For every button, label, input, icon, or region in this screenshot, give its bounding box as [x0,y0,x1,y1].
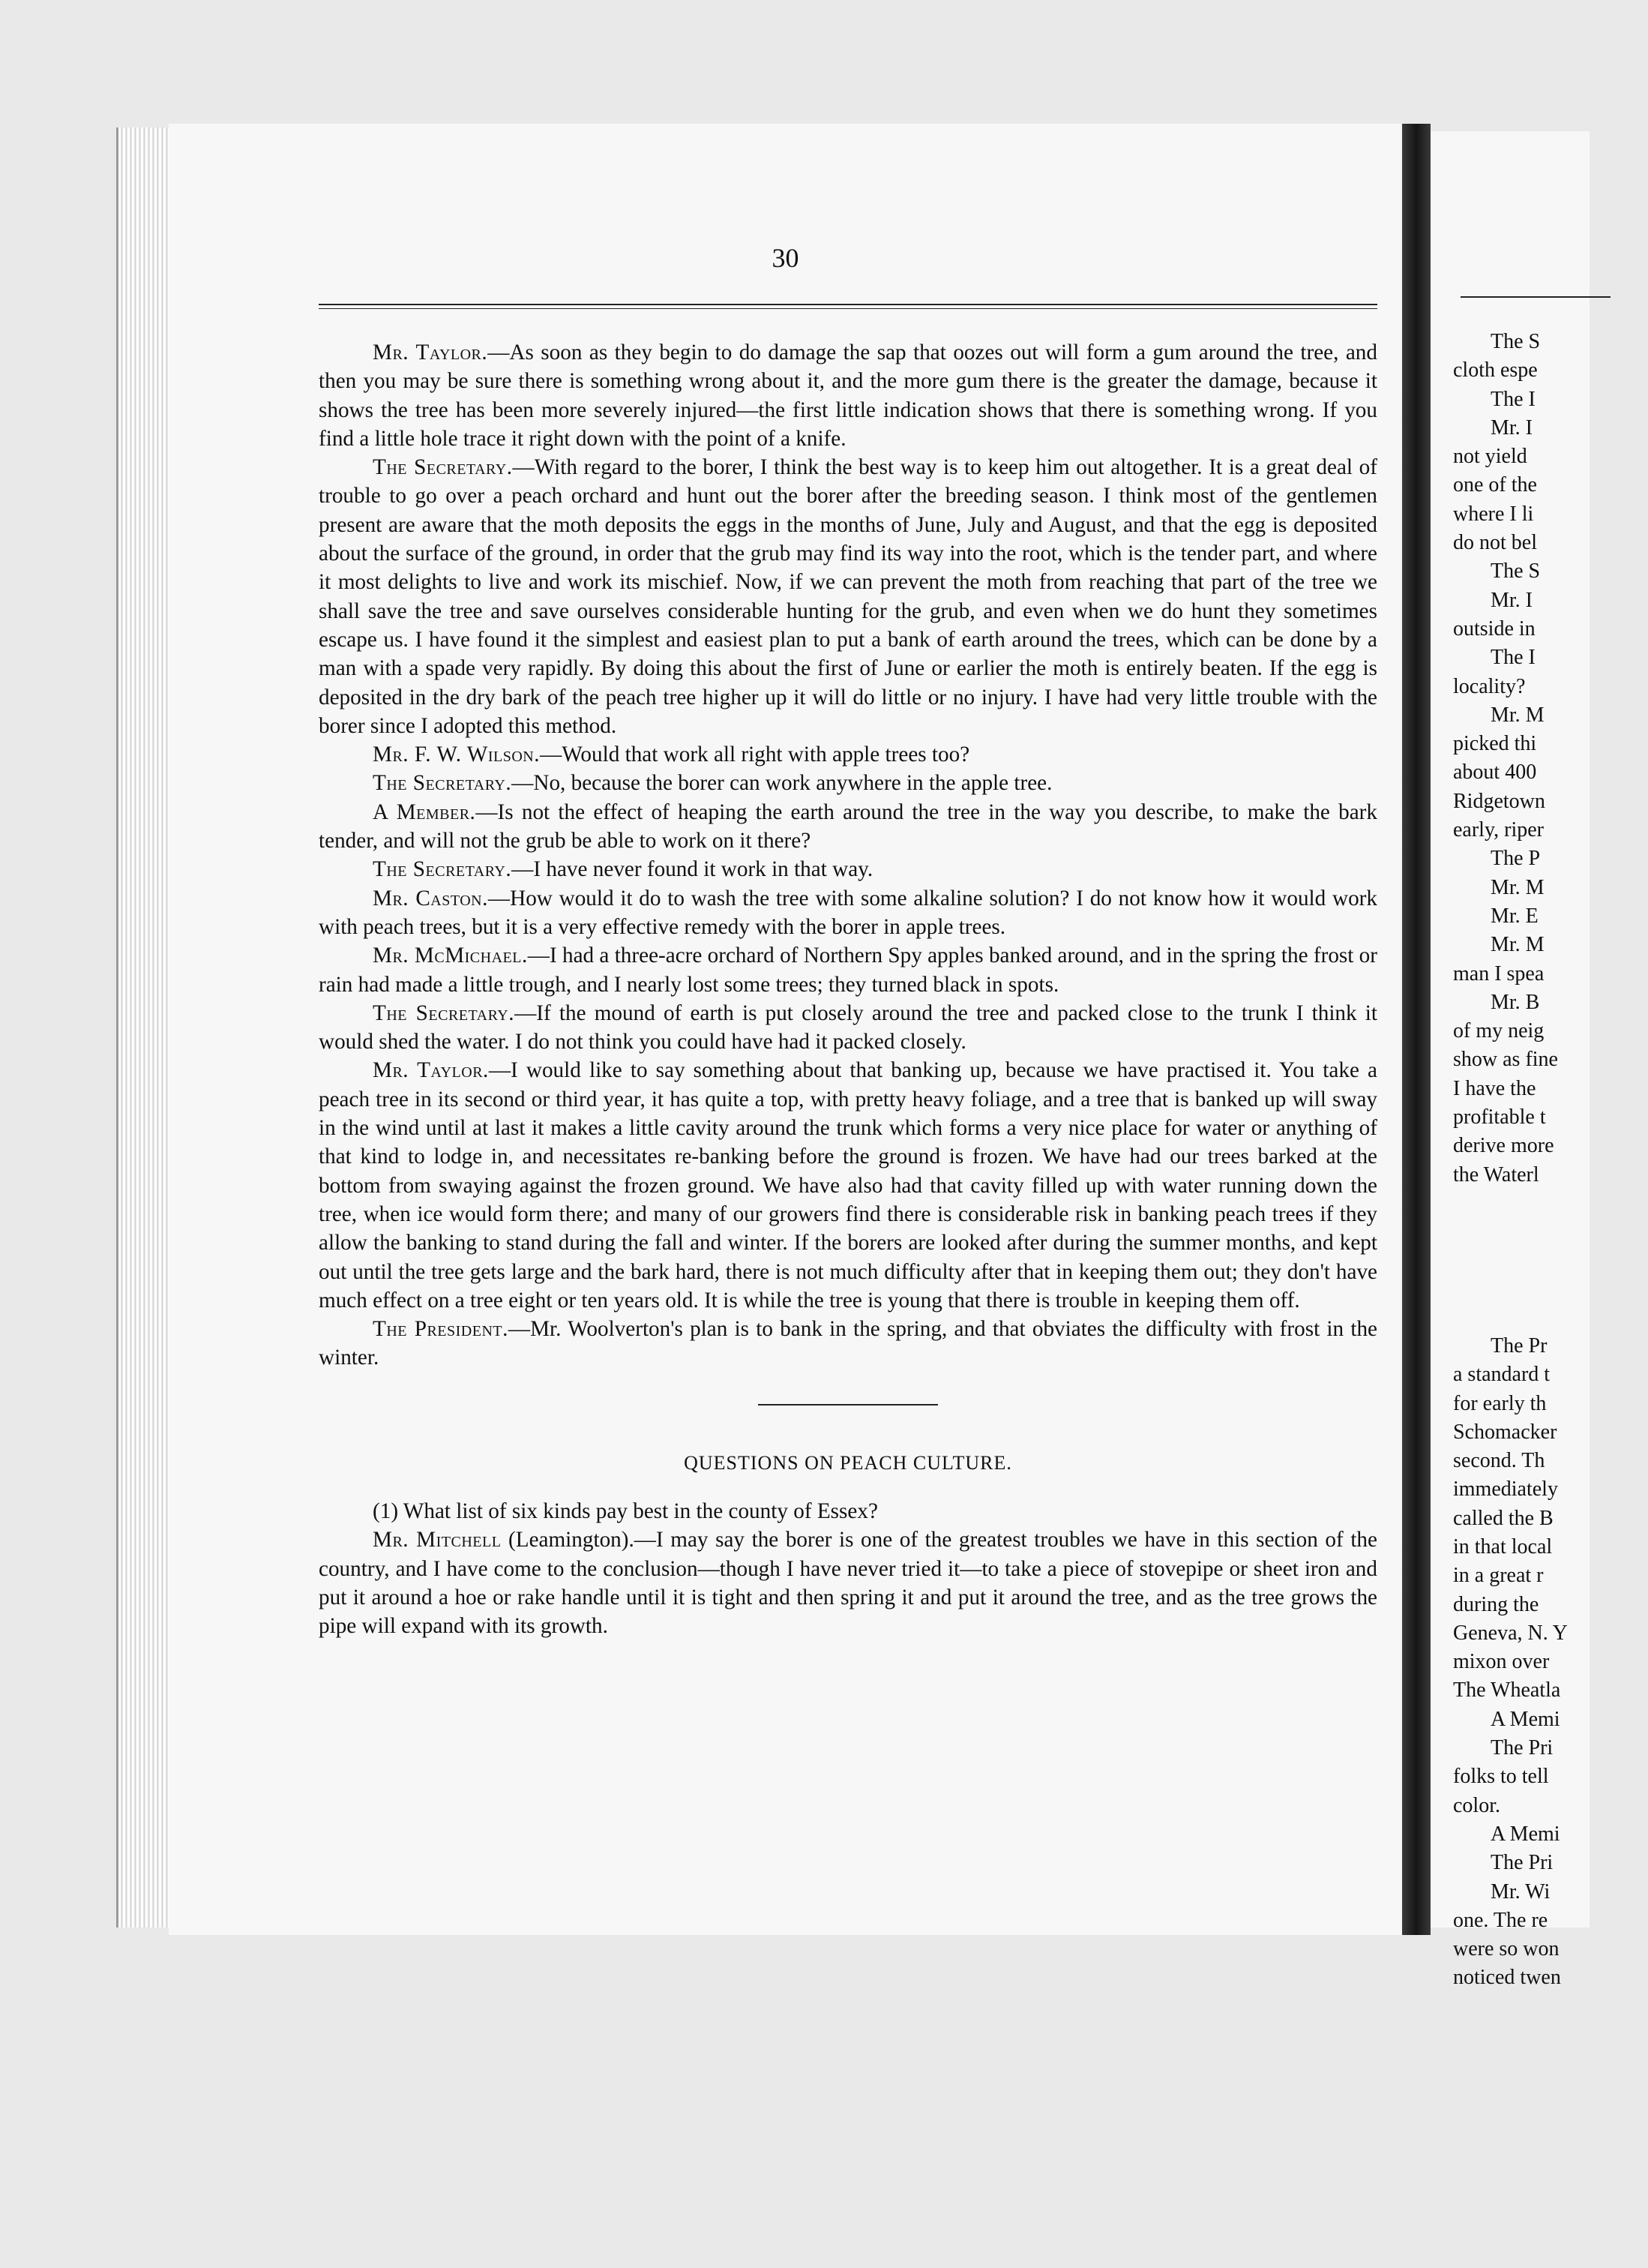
speaker: Mr. McMichael. [373,944,528,968]
section-divider [758,1404,938,1406]
text-line: locality? [1453,674,1526,698]
text-line: do not bel [1453,531,1537,555]
speaker: The Secretary. [373,771,512,796]
speech: —Would that work all right with apple trees too? [540,742,970,767]
book-page-edges [116,128,171,1928]
text-line: Mr. M [1491,933,1545,957]
text-line: I have the [1453,1076,1536,1100]
text-line: in that local [1453,1534,1553,1558]
text-line: noticed twen [1453,1966,1561,1990]
speaker: The Secretary. [373,857,512,882]
text-line: Mr. B [1491,990,1540,1014]
question: (1) What list of six kinds pay best in the county of Essex? [373,1498,878,1523]
left-page [169,124,1402,1935]
speech: —I had a three-acre orchard of Northern Spy apples banked around, and in the spring the frost or rain had made a little trough, and I nearly lost some trees; they turned black in spots. [319,944,1377,997]
page-number: 30 [772,243,799,273]
text-line: Mr. I [1491,416,1533,440]
text-line: cloth espe [1453,358,1538,382]
text-line: A Memi [1491,1707,1560,1731]
speaker: Mr. Taylor. [373,1058,489,1083]
header-rule [1461,296,1611,298]
speech: (Leamington).—I may say the borer is one of the greatest troubles we have in this section of the country, and I have come to the conclusion—though I have never tried it—to take a piece of stovepipe or sheet iron and put it around a hoe or rake handle until it is tight and then spring it and put it around the tree, and as the tree grows the pipe will expand with its growth. [319,1528,1377,1639]
paragraph [319,1315,1377,1372]
text-line: The I [1491,646,1536,670]
text-line: Schomacker [1453,1420,1557,1444]
text-line: a standard t [1453,1363,1551,1387]
speech: —No, because the borer can work anywhere in the apple tree. [511,771,1053,796]
text-line: of my neig [1453,1019,1545,1043]
right-page-fragment [1431,131,1590,1990]
paragraph [319,941,1377,999]
speech: —Is not the effect of heaping the earth around the tree in the way you describe, to make the bark tender, and will not the grub be able to work on it there? [319,800,1377,854]
text-line: the Waterl [1453,1162,1539,1186]
text-line: The Pr [1491,1334,1548,1358]
text-line: about 400 [1453,760,1537,784]
speaker: The Secretary. [373,455,513,480]
speaker: Mr. F. W. Wilson. [373,742,541,767]
speech: —If the mound of earth is put closely around the tree and packed close to the trunk I think it would shed the water. I do not think you could have had it packed closely. [319,1000,1378,1054]
text-line: The Pri [1491,1851,1554,1875]
paragraph [319,338,1377,453]
text-line: Mr. M [1491,875,1545,899]
book-gutter [1402,124,1431,1935]
text-line: Mr. M [1491,703,1545,727]
speech: —How would it do to wash the tree with some alkaline solution? I do not know how it would work with peach trees, but it is a very effective remedy with the borer in apple trees. [319,886,1377,939]
text-line: second. Th [1453,1449,1545,1473]
speech: —With regard to the borer, I think the best way is to keep him out altogether. It is a great deal of trouble to go over a peach orchard and hunt out the borer after the breeding season. I think most of the gentlemen present are aware that the moth deposits the eggs in the months of June, July and August, and that the egg is deposited about the surface of the ground, in order that the grub may find its way into the root, which is the tender part, and where it most delights to live and work its mischief. Now, if we can prevent the moth from reaching that part of the tree we shall save the tree and save ourselves considerable hunting for the grub, and even when we do hunt they sometimes escape us. I have found it the simplest and easiest plan to put a bank of earth around the trees, which can be done by a man with a spade very rapidly. By doing this about the first of June or earlier the moth is entirely beaten. If the egg is deposited in the dry bark of the peach tree higher up it will do little or no injury. I have had very little trouble with the borer since I adopted this method. [319,455,1377,738]
paragraph [319,740,1377,769]
text-line: The S [1491,330,1541,353]
header-rule [319,304,1377,309]
paragraph [319,1056,1377,1315]
speech: —Mr. Woolverton's plan is to bank in the spring, and that obviates the difficulty with frost in the winter. [319,1317,1377,1370]
text-line: outside in [1453,616,1536,640]
text-line: The P [1491,847,1541,871]
speaker: Mr. Mitchell [373,1528,502,1552]
text-line: folks to tell [1453,1765,1549,1789]
text-line: during the [1453,1592,1539,1616]
speaker: Mr. Taylor. [373,340,488,364]
paragraph [319,999,1377,1057]
text-line: for early th [1453,1391,1547,1415]
text-line: profitable t [1453,1106,1546,1130]
text-line: show as fine [1453,1048,1558,1072]
text-line: called the B [1453,1506,1554,1530]
speech: —I would like to say something about that banking up, because we have practised it. You take a peach tree in its second or third year, it has quite a top, with pretty heavy foliage, and a tree that is banked up will sway in the wind until at last it makes a little cavity around the trunk which forms a very nice place for water or anything of that kind to lodge in, and necessitates re-banking before the ground is frozen. We have had our trees barked at the bottom from swaying against the frozen ground. We have also had that cavity filled up with water running down the tree, when ice would form there; and many of our growers find there is considerable risk in banking peach trees if they allow the banking to stand during the fall and winter. If the borers are looked after during the summer months, and kept out until the tree gets large and the bark hard, there is not much difficulty after that in keeping them out; they don't have much effect on a tree eight or ten years old. It is while the tree is young that there is trouble in keeping them off. [319,1058,1377,1312]
text-line: The S [1491,560,1541,584]
text-line: Ridgetown [1453,789,1545,813]
page-body [319,338,1377,1640]
paragraph [319,798,1377,856]
section-heading: QUESTIONS ON PEACH CULTURE. [684,1451,1012,1474]
right-page-text [1453,328,1648,1993]
speaker: Mr. Caston. [373,886,488,910]
text-line: one of the [1453,473,1537,497]
text-line: The Wheatla [1453,1678,1561,1702]
text-line: Mr. Wi [1491,1880,1551,1904]
text-line: mixon over [1453,1650,1550,1674]
paragraph [319,769,1377,797]
paragraph [319,453,1377,740]
text-line: picked thi [1453,732,1537,756]
text-line: man I spea [1453,962,1545,986]
paragraph [319,884,1377,942]
text-line: immediately [1453,1478,1558,1502]
text-line: in a great r [1453,1564,1544,1588]
text-line: Mr. E [1491,904,1539,928]
paragraph [319,1526,1377,1640]
speech: —I have never found it work in that way. [511,857,873,882]
text-line: early, riper [1453,818,1544,842]
text-line: Geneva, N. Y [1453,1621,1568,1645]
paragraph [319,855,1377,884]
speaker: The Secretary. [373,1000,515,1025]
text-line: The I [1491,387,1536,411]
text-line: The Pri [1491,1736,1554,1760]
text-line: were so won [1453,1937,1560,1961]
speech: —As soon as they begin to do damage the sap that oozes out will form a gum around the tree, and then you may be sure there is something wrong about it, and the more gum there is the greater the damage, because it shows the tree has been more severely injured—the first little indication shows that there is something wrong. If you find a little hole trace it right down with the point of a knife. [319,340,1377,451]
text-line: not yield [1453,445,1527,469]
text-line: one. The re [1453,1908,1548,1932]
text-line: derive more [1453,1134,1554,1158]
speaker: A Member. [373,800,476,824]
text-line: A Memi [1491,1822,1560,1846]
speaker: The President. [373,1317,508,1342]
text-line: color. [1453,1793,1500,1817]
text-line: where I li [1453,502,1534,526]
text-line: Mr. I [1491,588,1533,612]
